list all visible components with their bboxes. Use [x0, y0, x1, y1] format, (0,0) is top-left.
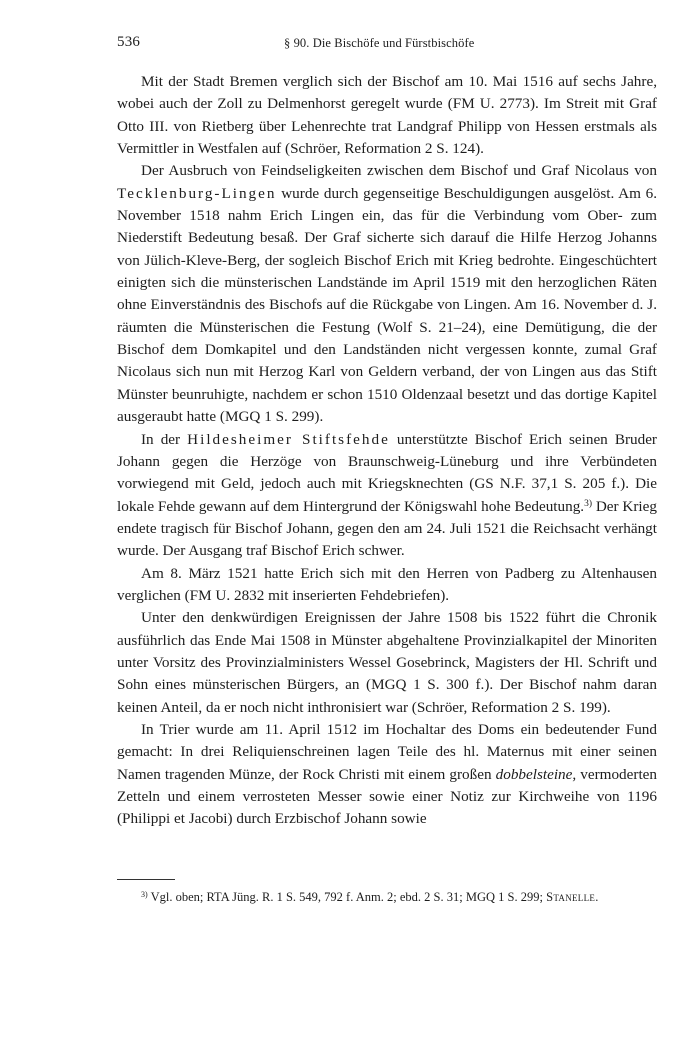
paragraph-hildesheim [117, 429, 657, 563]
footnote-divider [117, 879, 175, 880]
paragraph-bremen: Mit der Stadt Bremen verglich sich der Bischof am 10. Mai 1516 auf sechs Jahre, wobei auch der Zoll zu Delmenhorst geregelt wurde (FM U. 2773). Im Streit mit Graf Otto III. von Rietberg über Lehenrechte trat Landgraf Philipp von Hessen erstmals als Vermittler in Westfalen auf (Schröer, Reformation 2 S. 124). [117, 73, 657, 158]
footnote [117, 887, 657, 907]
paragraph-padberg: Am 8. März 1521 hatte Erich sich mit den Herren von Padberg zu Altenhausen verglichen (FM U. 2832 mit inserierten Fehdebriefen). [117, 564, 657, 604]
page-number: 536 [117, 34, 141, 50]
text-run: Der Ausbruch von Feindseligkeiten zwischen dem Bischof und Graf Nicolaus von [141, 162, 657, 180]
paragraph-trier [117, 719, 657, 831]
text-run: wurde durch gegenseitige Beschuldigungen ausgelöst. Am 6. November 1518 nahm Erich Lingen ein, das für die Verbindung vom Ober- zum Niederstift Bedeutung besaß. Der Graf sicherte sich darauf die Hilfe Herzog Johanns von Jülich-Kleve-Berg, der sogleich Bischof Erich mit Krieg bedrohte. Eingeschüchtert einigten sich die münsterischen Landstände im April 1519 mit den herzoglichen Räten ohne Einverständnis des Bischofs auf die Rückgabe von Lingen. Am 16. November d. J. räumten die Münsterischen die Festung (Wolf S. 21–24), eine Demütigung, die der Bischof dem Domkapitel und den Landständen nicht vergessen konnte, zumal Graf Nicolaus sich nun mit Herzog Karl von Geldern verband, der von Lingen aus das Stift Münster beunruhigte, nachdem er schon 1510 Oldenzaal besetzt und das dortige Kapitel ausgeraubt hatte (MGQ 1 S. 299). [117, 184, 657, 426]
text-run: In Trier wurde am 11. April 1512 im Hochaltar des Doms ein bedeutender Fund gemacht: In drei Reliquienschreinen lagen Teile des hl. Maternus mit einer seinen Namen tragenden Münze, der Rock Christi mit einem großen [117, 720, 657, 783]
footnote-marker: 3) [141, 890, 148, 899]
text-run: Der Krieg endete tragisch für Bischof Johann, gegen den am 24. Juli 1521 die Reichsacht verhängt wurde. Der Ausgang traf Bischof Erich schwer. [117, 497, 657, 560]
paragraph-minoriten: Unter den denkwürdigen Ereignissen der Jahre 1508 bis 1522 führt die Chronik ausführlich das Ende Mai 1508 in Münster abgehaltene Provinzialkapitel der Minoriten unter Vorsitz des Provinzialministers Wessel Gosebrinck, Magisters der Hl. Schrift und Sohn eines münsterischen Bürgers, an (MGQ 1 S. 300 f.). Der Bischof nahm daran keinen Anteil, da er noch nicht inthronisiert war (Schröer, Reformation 2 S. 199). [117, 609, 657, 716]
footnote-author: Stanelle. [546, 890, 599, 904]
paragraph-tecklenburg [117, 160, 657, 428]
body-text [117, 71, 657, 831]
footnote-text: Vgl. oben; RTA Jüng. R. 1 S. 549, 792 f. Anm. 2; ebd. 2 S. 31; MGQ 1 S. 299; [147, 890, 547, 904]
text-run: vermoderten Zetteln und einem verrosteten Messer sowie einer Notiz zur Kirchweihe von 1196 (Philippi et Jacobi) durch Erzbischof Johann sowie [117, 765, 657, 828]
text-run: unterstützte Bischof Erich seinen Bruder Johann gegen die Herzöge von Braunschweig-Lüneburg und ihre Verbündeten vorwiegend mit Geld, jedoch auch mit Kriegsknechten (GS N.F. 37,1 S. 205 f.). Die lokale Fehde gewann auf dem Hintergrund der Königswahl hohe Bedeutung. [117, 430, 657, 515]
footnote-reference[interactable]: 3) [584, 498, 593, 509]
spaced-emphasis: Tecklenburg-Lingen [117, 184, 277, 202]
running-head: § 90. Die Bischöfe und Fürstbischöfe [284, 36, 475, 50]
italic-term: dobbelsteine, [495, 765, 577, 783]
spaced-emphasis: Hildesheimer Stiftsfehde [187, 430, 390, 448]
text-run: In der [141, 430, 188, 448]
